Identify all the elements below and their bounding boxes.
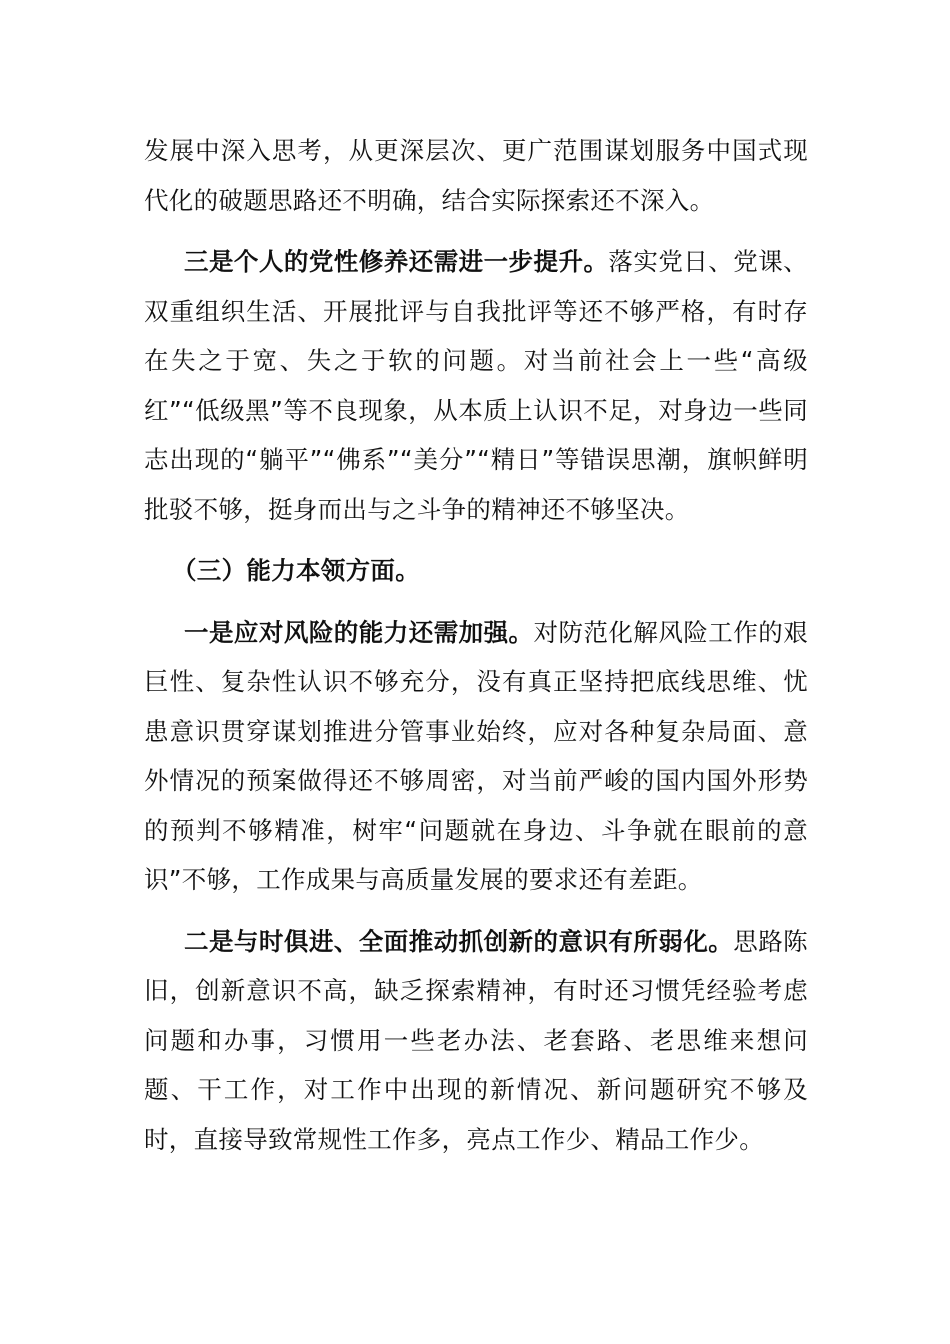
section-heading-text: （三）能力本领方面。 xyxy=(172,556,420,585)
paragraph-continuation xyxy=(144,126,808,225)
paragraph-text: 对防范化解风险工作的艰巨性、复杂性认识不够充分，没有真正坚持把底线思维、忧患意识贯穿谋划推进分管事业始终，应对各种复杂局面、意外情况的预案做得还不够周密，对当前严峻的国内国外形势的预判不够精准，树牢“问题就在身边、斗争就在眼前的意识”不够，工作成果与高质量发展的要求还有差距。 xyxy=(144,617,808,894)
paragraph-risk-ability xyxy=(144,608,808,905)
paragraph-lead: 一是应对风险的能力还需加强。 xyxy=(184,617,534,647)
paragraph-party-spirit xyxy=(144,237,808,534)
paragraph-lead: 三是个人的党性修养还需进一步提升。 xyxy=(184,247,609,276)
paragraph-text: 思路陈旧，创新意识不高，缺乏探索精神，有时还习惯凭经验考虑问题和办事，习惯用一些老办法、老套路、老思维来想问题、干工作，对工作中出现的新情况、新问题研究不够及时，直接导致常规性工作多，亮点工作少、精品工作少。 xyxy=(144,926,808,1154)
document-page xyxy=(144,126,808,1164)
section-heading xyxy=(144,546,808,596)
paragraph-text: 发展中深入思考，从更深层次、更广范围谋划服务中国式现代化的破题思路还不明确，结合实际探索还不深入。 xyxy=(144,136,808,215)
paragraph-innovation xyxy=(144,917,808,1165)
paragraph-lead: 二是与时俱进、全面推动抓创新的意识有所弱化。 xyxy=(184,926,734,956)
paragraph-text: 落实党日、党课、双重组织生活、开展批评与自我批评等还不够严格，有时存在失之于宽、失之于软的问题。对当前社会上一些“高级红”“低级黑”等不良现象，从本质上认识不足，对身边一些同志出现的“躺平”“佛系”“美分”“精日”等错误思潮，旗帜鲜明批驳不够，挺身而出与之斗争的精神还不够坚决。 xyxy=(144,247,808,524)
